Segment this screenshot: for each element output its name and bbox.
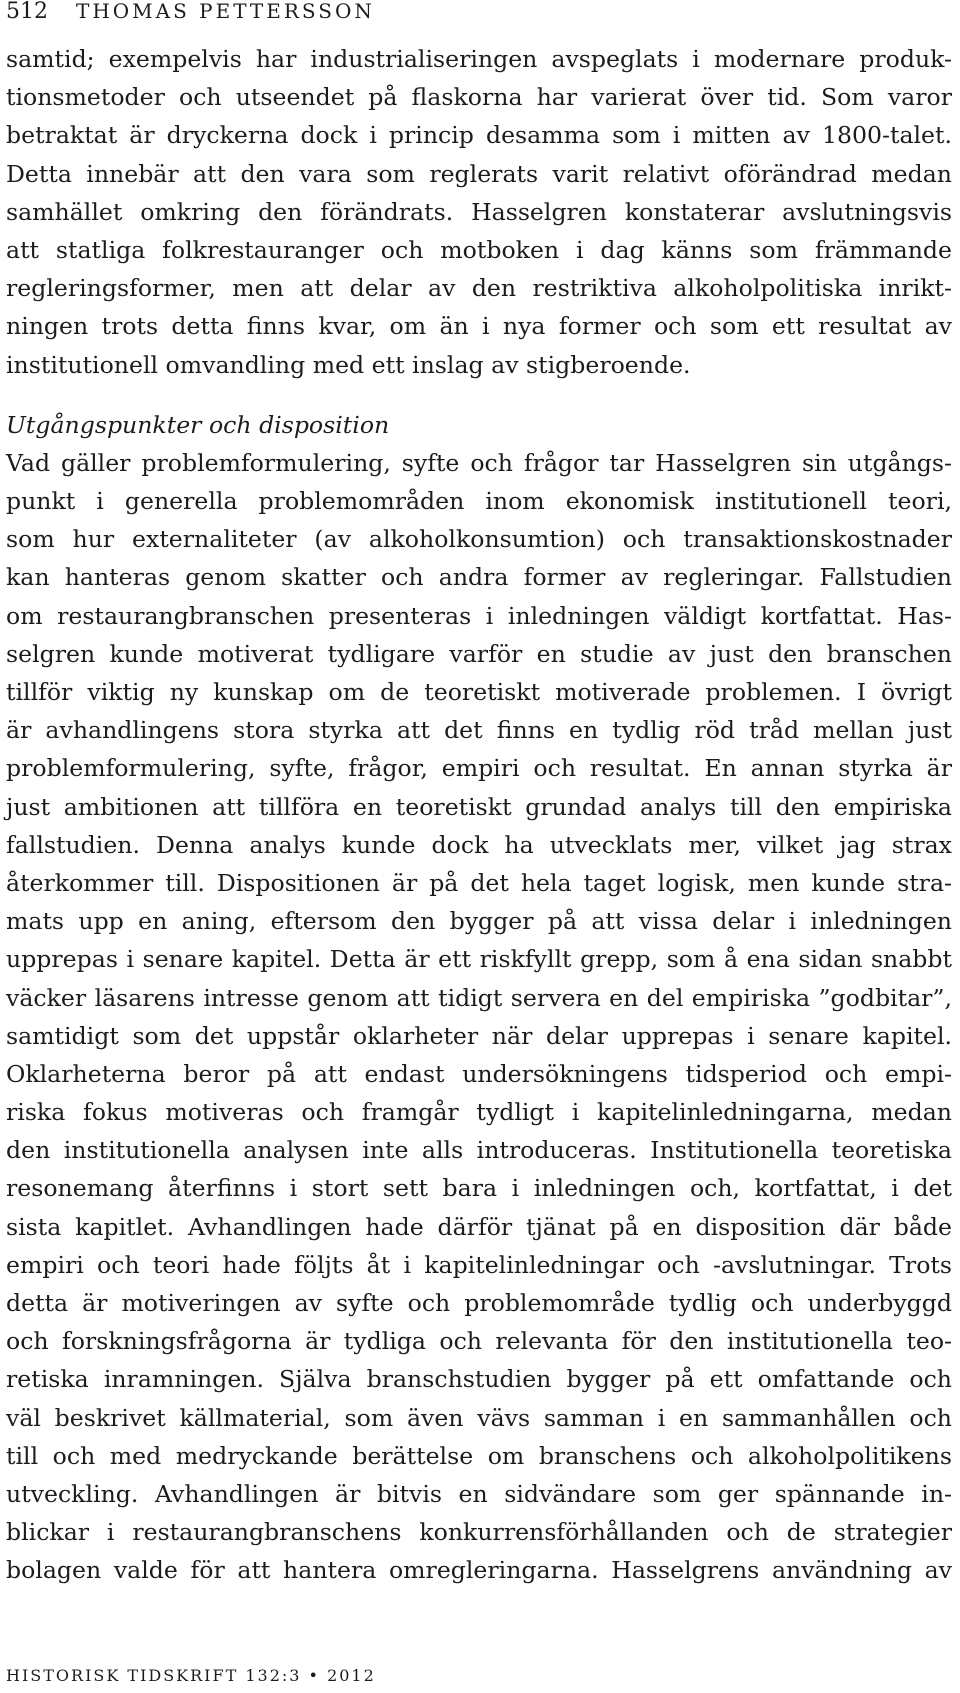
text-line: väcker läsarens intresse genom att tidigt servera en del empiriska ”godbitar”,: [6, 983, 952, 1012]
text-line: att statliga folkrestauranger och motboken i dag känns som främmande: [6, 235, 952, 264]
text-line: ningen trots detta finns kvar, om än i nya former och som ett resultat av: [6, 312, 952, 341]
text-line: selgren kunde motiverat tydligare varför en studie av just den branschen: [6, 639, 952, 668]
text-line: Oklarheterna beror på att endast undersökningens tidsperiod och empi-: [6, 1059, 952, 1088]
text-line: fallstudien. Denna analys kunde dock ha utvecklats mer, vilket jag strax: [6, 830, 952, 859]
section-heading: Utgångspunkter och disposition: [6, 410, 390, 439]
text-line: Vad gäller problemformulering, syfte och frågor tar Hasselgren sin utgångs-: [6, 448, 952, 477]
text-line: och forskningsfrågorna är tydliga och relevanta för den institutionella teo-: [6, 1327, 952, 1356]
text-line: som hur externaliteter (av alkoholkonsumtion) och transaktionskostnader: [6, 525, 952, 554]
text-line: just ambitionen att tillföra en teoretiskt grundad analys till den empiriska: [6, 792, 952, 821]
paragraph: [6, 40, 952, 384]
text-line: Detta innebär att den vara som reglerats varit relativt oförändrad medan: [6, 159, 952, 188]
body-text: [6, 40, 952, 1590]
text-line: upprepas i senare kapitel. Detta är ett riskfyllt grepp, som å ena sidan snabbt: [6, 945, 952, 974]
text-line: den institutionella analysen inte alls introduceras. Institutionella teoretiska: [6, 1136, 952, 1165]
running-head: [6, 0, 375, 24]
text-line: detta är motiveringen av syfte och problemområde tydlig och underbyggd: [6, 1289, 952, 1317]
text-line: utveckling. Avhandlingen är bitvis en sidvändare som ger spännande in-: [6, 1479, 952, 1508]
text-line: betraktat är dryckerna dock i princip desamma som i mitten av 1800-talet.: [6, 121, 952, 150]
text-line: kan hanteras genom skatter och andra former av regleringar. Fallstudien: [6, 563, 952, 592]
text-line: bolagen valde för att hantera omregleringarna. Hasselgrens användning av: [6, 1556, 952, 1585]
text-line: punkt i generella problemområden inom ekonomisk institutionell teori,: [6, 487, 952, 516]
paragraph: [6, 444, 952, 1590]
text-line: mats upp en aning, eftersom den bygger på att vissa delar i inledningen: [6, 907, 952, 936]
text-line: blickar i restaurangbranschens konkurrensförhållanden och de strategier: [6, 1518, 952, 1547]
text-line: samhället omkring den förändrats. Hasselgren konstaterar avslutningsvis: [6, 197, 952, 226]
text-line: återkommer till. Dispositionen är på det hela taget logisk, men kunde stra-: [6, 868, 952, 897]
text-line: tionsmetoder och utseendet på flaskorna har varierat över tid. Som varor: [6, 83, 952, 112]
text-line: problemformulering, syfte, frågor, empiri och resultat. En annan styrka är: [6, 754, 952, 783]
text-line: tillför viktig ny kunskap om de teoretiskt motiverade problemen. I övrigt: [6, 678, 952, 706]
text-line: samtidigt som det uppstår oklarheter när delar upprepas i senare kapitel.: [6, 1021, 952, 1050]
text-line: om restaurangbranschen presenteras i inledningen väldigt kortfattat. Has-: [6, 601, 952, 630]
page-number: 512: [6, 0, 48, 24]
text-line: regleringsformer, men att delar av den restriktiva alkoholpolitiska inrikt-: [6, 274, 952, 303]
running-head-author: THOMAS PETTERSSON: [76, 0, 375, 23]
text-line: retiska inramningen. Själva branschstudien bygger på ett omfattande och: [6, 1365, 952, 1394]
text-line: till och med medryckande berättelse om branschens och alkoholpolitikens: [6, 1441, 952, 1470]
text-line: sista kapitlet. Avhandlingen hade därför tjänat på en disposition där både: [6, 1212, 952, 1241]
text-line: resonemang återfinns i stort sett bara i inledningen och, kortfattat, i det: [6, 1174, 952, 1203]
text-line: väl beskrivet källmaterial, som även vävs samman i en sammanhållen och: [6, 1403, 952, 1432]
text-line: samtid; exempelvis har industrialiseringen avspeglats i modernare produk-: [6, 45, 952, 73]
text-line: empiri och teori hade följts åt i kapitelinledningar och -avslutningar. Trots: [6, 1250, 952, 1279]
text-line: är avhandlingens stora styrka att det finns en tydlig röd tråd mellan just: [6, 716, 952, 745]
running-foot-journal: HISTORISK TIDSKRIFT 132:3 • 2012: [6, 1666, 376, 1685]
text-line: institutionell omvandling med ett inslag av stigberoende.: [6, 350, 691, 379]
text-line: riska fokus motiveras och framgår tydligt i kapitelinledningarna, medan: [6, 1098, 952, 1127]
